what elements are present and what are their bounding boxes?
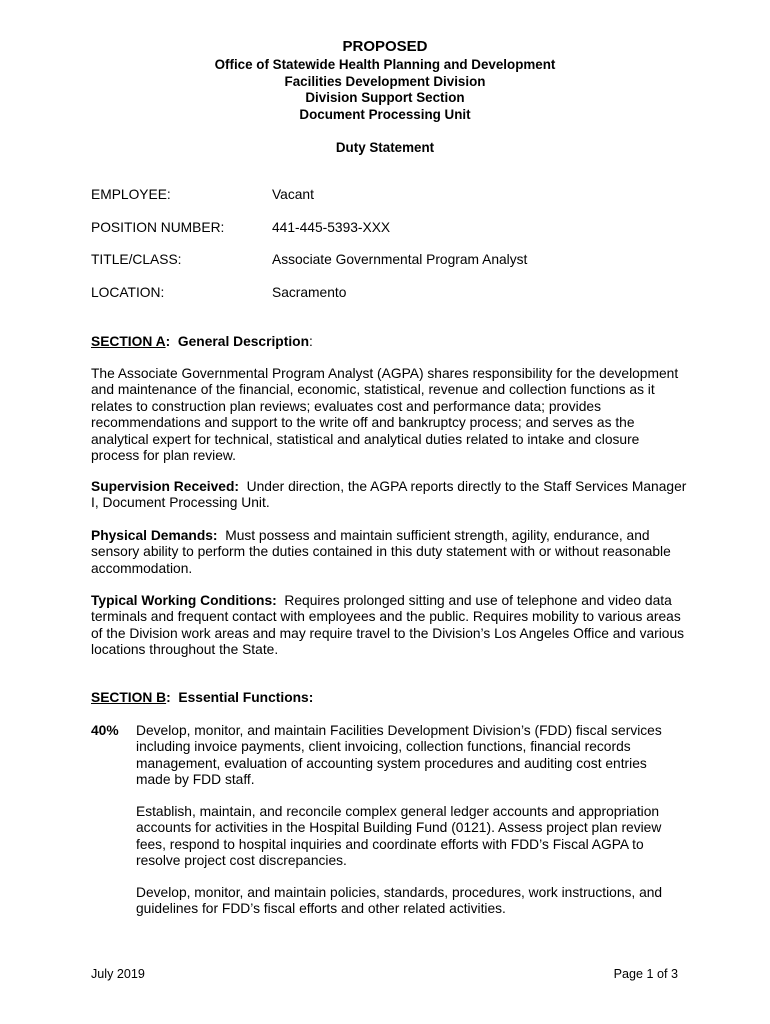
supervision-paragraph [91, 479, 691, 512]
time-percentage: 40% [91, 723, 119, 738]
function-paragraph: Develop, monitor, and maintain policies, standards, procedures, work instructions, and guidelines for FDD’s fiscal efforts and other related activities. [136, 885, 663, 917]
section-a-title: General Description [177, 334, 310, 349]
org-line-division: Facilities Development Division [284, 74, 486, 89]
employee-label: EMPLOYEE: [91, 187, 171, 202]
location-label: LOCATION: [91, 285, 165, 300]
working-conditions-text: Requires prolonged sitting and use of telephone and video data terminals and frequent contact with employees and the public. Requires mobility to various areas of the Division work areas and may require travel to the Division’s Los Angeles Office and various locations throughout the State. [91, 593, 685, 658]
working-conditions-paragraph [91, 593, 691, 659]
org-line-office: Office of Statewide Health Planning and Development [214, 57, 556, 72]
org-line-section: Division Support Section [305, 90, 465, 105]
document-status-title: PROPOSED [342, 38, 428, 55]
general-description: The Associate Governmental Program Analyst (AGPA) shares responsibility for the development and maintenance of the financial, economic, statistical, revenue and collection functions as it relates to construction plan reviews; evaluates cost and performance data; provides recommendations and support to the write off and bankruptcy process; and serves as the analytical expert for technical, statistical and analytical duties related to intake and closure process for plan review. [91, 366, 679, 464]
position-number-value: 441-445-5393-XXX [272, 220, 391, 235]
section-b-title: Essential Functions: [178, 690, 314, 705]
location-value: Sacramento [272, 285, 347, 300]
title-class-value: Associate Governmental Program Analyst [272, 252, 528, 267]
section-b-heading: SECTION B: Essential Functions: [91, 690, 314, 705]
physical-demands-label: Physical Demands: [91, 528, 218, 543]
footer-page-number: Page 1 of 3 [613, 967, 678, 981]
employee-value: Vacant [272, 187, 314, 202]
function-paragraph: Develop, monitor, and maintain Facilities Development Division’s (FDD) fiscal services including invoice payments, client invoicing, collection functions, financial records management, evaluation of accounting system procedures and auditing cost entries made by FDD staff. [136, 723, 662, 788]
section-a-heading: SECTION A: General Description: [91, 334, 313, 349]
position-number-label: POSITION NUMBER: [91, 220, 225, 235]
section-b-label: SECTION B [91, 690, 167, 705]
org-line-unit: Document Processing Unit [299, 107, 471, 122]
supervision-text: Under direction, the AGPA reports directly to the Staff Services Manager I, Document Processing Unit. [91, 479, 687, 511]
document-title: Duty Statement [335, 140, 435, 155]
section-a-label: SECTION A [91, 334, 166, 349]
supervision-label: Supervision Received: [91, 479, 239, 494]
physical-demands-text: Must possess and maintain sufficient strength, agility, endurance, and sensory ability to perform the duties contained in this duty statement with or without reasonable accommodation. [91, 528, 671, 576]
physical-demands-paragraph [91, 528, 691, 577]
working-conditions-label: Typical Working Conditions: [91, 593, 277, 608]
function-paragraph: Establish, maintain, and reconcile complex general ledger accounts and appropriation accounts for activities in the Hospital Building Fund (0121). Assess project plan review fees, respond to hospital inquiries and coordinate efforts with FDD’s Fiscal AGPA to resolve project cost discrepancies. [136, 804, 662, 869]
footer-date: July 2019 [91, 967, 145, 981]
title-class-label: TITLE/CLASS: [91, 252, 182, 267]
